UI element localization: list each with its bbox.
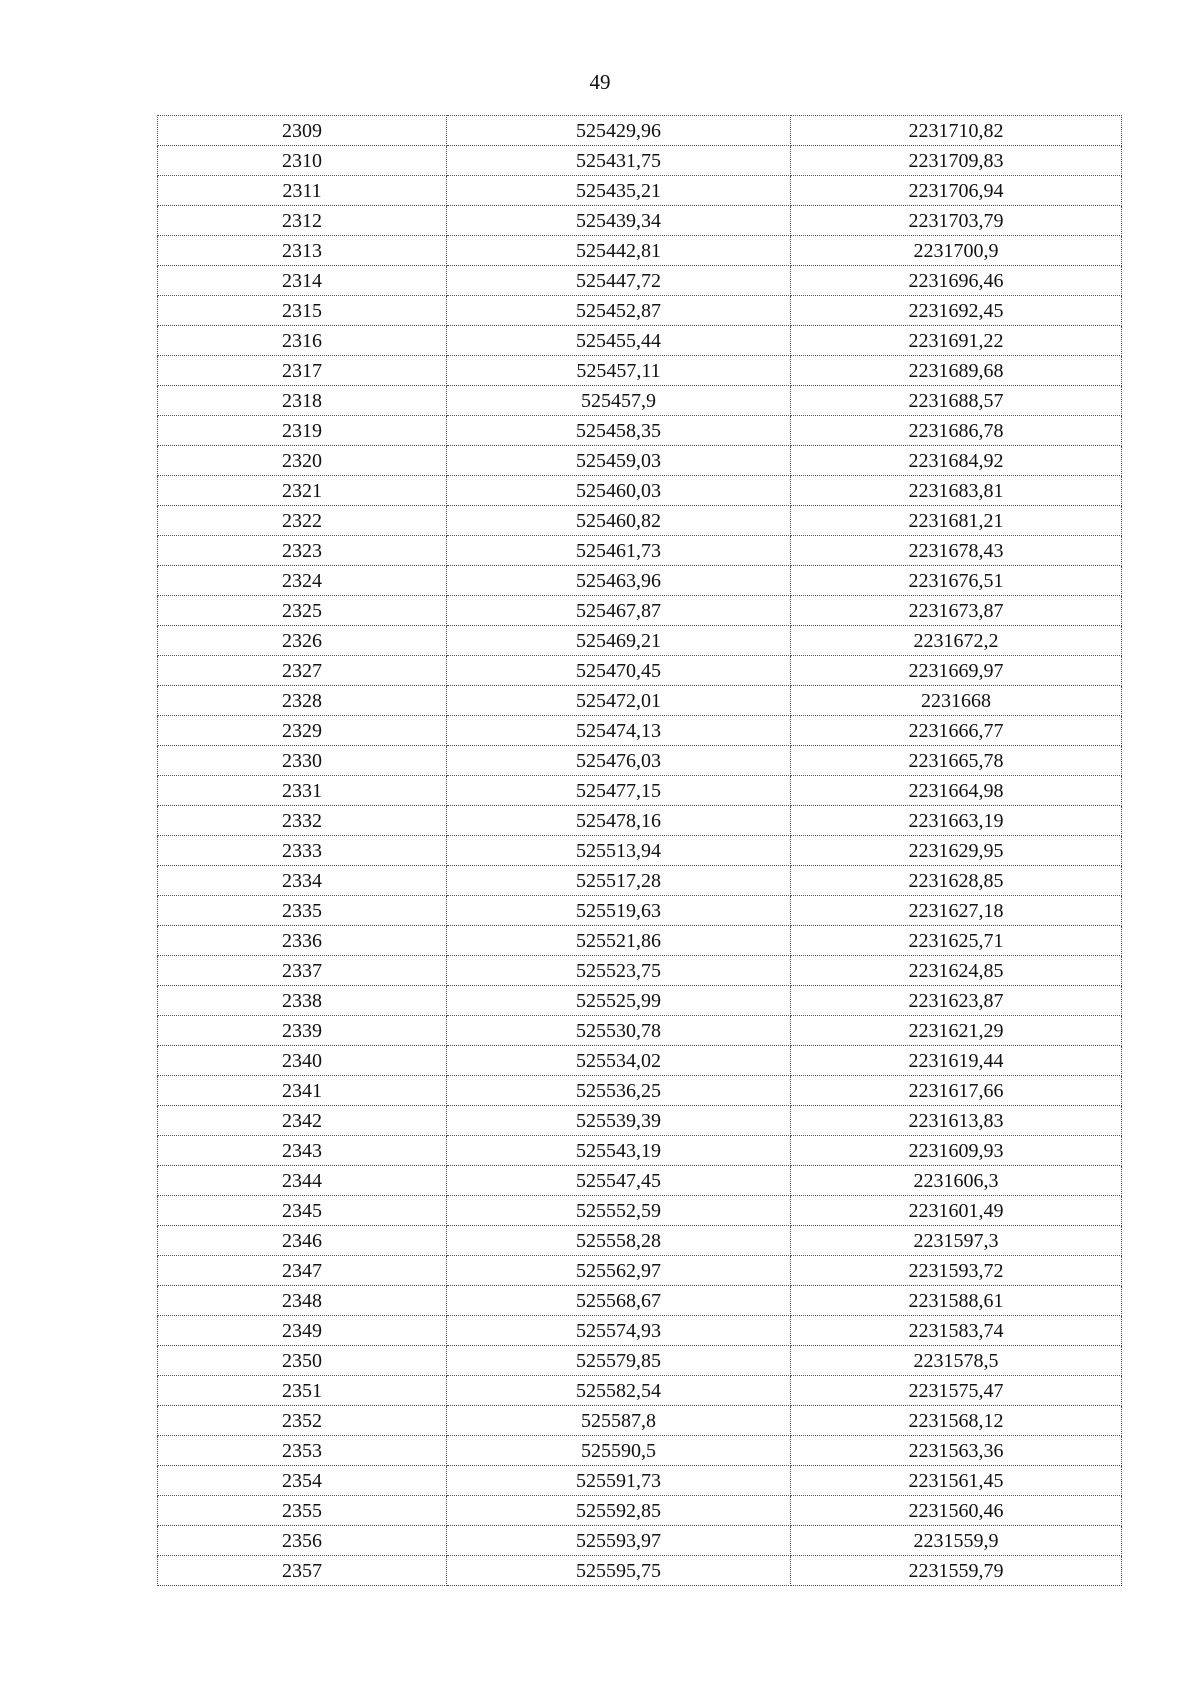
y-coordinate-cell: 2231706,94 xyxy=(791,176,1122,206)
table-row xyxy=(158,1406,1122,1436)
y-coordinate-cell: 2231709,83 xyxy=(791,146,1122,176)
point-number-cell: 2335 xyxy=(158,896,447,926)
point-number-cell: 2334 xyxy=(158,866,447,896)
y-coordinate-cell: 2231700,9 xyxy=(791,236,1122,266)
table-row xyxy=(158,1166,1122,1196)
x-coordinate-cell: 525460,03 xyxy=(447,476,791,506)
y-coordinate-cell: 2231689,68 xyxy=(791,356,1122,386)
table-row xyxy=(158,596,1122,626)
point-number-cell: 2312 xyxy=(158,206,447,236)
table-row xyxy=(158,1106,1122,1136)
point-number-cell: 2340 xyxy=(158,1046,447,1076)
table-row xyxy=(158,1016,1122,1046)
y-coordinate-cell: 2231691,22 xyxy=(791,326,1122,356)
table-row xyxy=(158,1346,1122,1376)
x-coordinate-cell: 525431,75 xyxy=(447,146,791,176)
x-coordinate-cell: 525470,45 xyxy=(447,656,791,686)
y-coordinate-cell: 2231601,49 xyxy=(791,1196,1122,1226)
table-row xyxy=(158,566,1122,596)
x-coordinate-cell: 525536,25 xyxy=(447,1076,791,1106)
table-row xyxy=(158,146,1122,176)
point-number-cell: 2341 xyxy=(158,1076,447,1106)
x-coordinate-cell: 525568,67 xyxy=(447,1286,791,1316)
y-coordinate-cell: 2231619,44 xyxy=(791,1046,1122,1076)
x-coordinate-cell: 525476,03 xyxy=(447,746,791,776)
point-number-cell: 2314 xyxy=(158,266,447,296)
y-coordinate-cell: 2231686,78 xyxy=(791,416,1122,446)
table-row xyxy=(158,446,1122,476)
point-number-cell: 2351 xyxy=(158,1376,447,1406)
table-row xyxy=(158,176,1122,206)
x-coordinate-cell: 525519,63 xyxy=(447,896,791,926)
x-coordinate-cell: 525474,13 xyxy=(447,716,791,746)
y-coordinate-cell: 2231568,12 xyxy=(791,1406,1122,1436)
y-coordinate-cell: 2231676,51 xyxy=(791,566,1122,596)
y-coordinate-cell: 2231593,72 xyxy=(791,1256,1122,1286)
x-coordinate-cell: 525463,96 xyxy=(447,566,791,596)
x-coordinate-cell: 525472,01 xyxy=(447,686,791,716)
point-number-cell: 2357 xyxy=(158,1556,447,1586)
table-row xyxy=(158,956,1122,986)
x-coordinate-cell: 525458,35 xyxy=(447,416,791,446)
x-coordinate-cell: 525429,96 xyxy=(447,116,791,146)
x-coordinate-cell: 525513,94 xyxy=(447,836,791,866)
y-coordinate-cell: 2231563,36 xyxy=(791,1436,1122,1466)
table-row xyxy=(158,116,1122,146)
table-row xyxy=(158,506,1122,536)
coordinates-table-body xyxy=(158,116,1122,1586)
point-number-cell: 2352 xyxy=(158,1406,447,1436)
y-coordinate-cell: 2231688,57 xyxy=(791,386,1122,416)
x-coordinate-cell: 525478,16 xyxy=(447,806,791,836)
table-row xyxy=(158,386,1122,416)
y-coordinate-cell: 2231575,47 xyxy=(791,1376,1122,1406)
x-coordinate-cell: 525579,85 xyxy=(447,1346,791,1376)
x-coordinate-cell: 525547,45 xyxy=(447,1166,791,1196)
coordinates-table xyxy=(157,115,1122,1586)
y-coordinate-cell: 2231683,81 xyxy=(791,476,1122,506)
x-coordinate-cell: 525442,81 xyxy=(447,236,791,266)
table-row xyxy=(158,926,1122,956)
table-row xyxy=(158,1196,1122,1226)
x-coordinate-cell: 525595,75 xyxy=(447,1556,791,1586)
point-number-cell: 2350 xyxy=(158,1346,447,1376)
x-coordinate-cell: 525523,75 xyxy=(447,956,791,986)
page-number: 49 xyxy=(589,70,611,94)
x-coordinate-cell: 525591,73 xyxy=(447,1466,791,1496)
point-number-cell: 2355 xyxy=(158,1496,447,1526)
y-coordinate-cell: 2231710,82 xyxy=(791,116,1122,146)
x-coordinate-cell: 525525,99 xyxy=(447,986,791,1016)
table-row xyxy=(158,416,1122,446)
point-number-cell: 2331 xyxy=(158,776,447,806)
table-row xyxy=(158,626,1122,656)
y-coordinate-cell: 2231629,95 xyxy=(791,836,1122,866)
x-coordinate-cell: 525467,87 xyxy=(447,596,791,626)
x-coordinate-cell: 525587,8 xyxy=(447,1406,791,1436)
table-row xyxy=(158,1526,1122,1556)
y-coordinate-cell: 2231559,9 xyxy=(791,1526,1122,1556)
point-number-cell: 2318 xyxy=(158,386,447,416)
y-coordinate-cell: 2231609,93 xyxy=(791,1136,1122,1166)
y-coordinate-cell: 2231664,98 xyxy=(791,776,1122,806)
table-row xyxy=(158,1496,1122,1526)
y-coordinate-cell: 2231692,45 xyxy=(791,296,1122,326)
point-number-cell: 2316 xyxy=(158,326,447,356)
table-row xyxy=(158,236,1122,266)
point-number-cell: 2309 xyxy=(158,116,447,146)
x-coordinate-cell: 525517,28 xyxy=(447,866,791,896)
point-number-cell: 2311 xyxy=(158,176,447,206)
y-coordinate-cell: 2231672,2 xyxy=(791,626,1122,656)
table-row xyxy=(158,1376,1122,1406)
point-number-cell: 2320 xyxy=(158,446,447,476)
point-number-cell: 2356 xyxy=(158,1526,447,1556)
y-coordinate-cell: 2231623,87 xyxy=(791,986,1122,1016)
point-number-cell: 2339 xyxy=(158,1016,447,1046)
table-row xyxy=(158,536,1122,566)
x-coordinate-cell: 525469,21 xyxy=(447,626,791,656)
y-coordinate-cell: 2231583,74 xyxy=(791,1316,1122,1346)
y-coordinate-cell: 2231613,83 xyxy=(791,1106,1122,1136)
table-row xyxy=(158,206,1122,236)
y-coordinate-cell: 2231588,61 xyxy=(791,1286,1122,1316)
x-coordinate-cell: 525574,93 xyxy=(447,1316,791,1346)
x-coordinate-cell: 525455,44 xyxy=(447,326,791,356)
point-number-cell: 2354 xyxy=(158,1466,447,1496)
point-number-cell: 2323 xyxy=(158,536,447,566)
point-number-cell: 2310 xyxy=(158,146,447,176)
table-row xyxy=(158,1076,1122,1106)
point-number-cell: 2353 xyxy=(158,1436,447,1466)
point-number-cell: 2332 xyxy=(158,806,447,836)
x-coordinate-cell: 525457,9 xyxy=(447,386,791,416)
y-coordinate-cell: 2231668 xyxy=(791,686,1122,716)
x-coordinate-cell: 525582,54 xyxy=(447,1376,791,1406)
y-coordinate-cell: 2231606,3 xyxy=(791,1166,1122,1196)
x-coordinate-cell: 525562,97 xyxy=(447,1256,791,1286)
point-number-cell: 2337 xyxy=(158,956,447,986)
y-coordinate-cell: 2231617,66 xyxy=(791,1076,1122,1106)
y-coordinate-cell: 2231627,18 xyxy=(791,896,1122,926)
x-coordinate-cell: 525439,34 xyxy=(447,206,791,236)
table-row xyxy=(158,686,1122,716)
y-coordinate-cell: 2231559,79 xyxy=(791,1556,1122,1586)
x-coordinate-cell: 525530,78 xyxy=(447,1016,791,1046)
table-row xyxy=(158,986,1122,1016)
point-number-cell: 2322 xyxy=(158,506,447,536)
point-number-cell: 2344 xyxy=(158,1166,447,1196)
y-coordinate-cell: 2231624,85 xyxy=(791,956,1122,986)
y-coordinate-cell: 2231628,85 xyxy=(791,866,1122,896)
y-coordinate-cell: 2231673,87 xyxy=(791,596,1122,626)
x-coordinate-cell: 525457,11 xyxy=(447,356,791,386)
point-number-cell: 2348 xyxy=(158,1286,447,1316)
point-number-cell: 2321 xyxy=(158,476,447,506)
table-row xyxy=(158,1286,1122,1316)
y-coordinate-cell: 2231578,5 xyxy=(791,1346,1122,1376)
y-coordinate-cell: 2231678,43 xyxy=(791,536,1122,566)
table-row xyxy=(158,776,1122,806)
y-coordinate-cell: 2231696,46 xyxy=(791,266,1122,296)
table-row xyxy=(158,266,1122,296)
y-coordinate-cell: 2231666,77 xyxy=(791,716,1122,746)
point-number-cell: 2327 xyxy=(158,656,447,686)
table-row xyxy=(158,866,1122,896)
x-coordinate-cell: 525534,02 xyxy=(447,1046,791,1076)
table-row xyxy=(158,1226,1122,1256)
point-number-cell: 2347 xyxy=(158,1256,447,1286)
point-number-cell: 2345 xyxy=(158,1196,447,1226)
table-row xyxy=(158,356,1122,386)
x-coordinate-cell: 525435,21 xyxy=(447,176,791,206)
table-row xyxy=(158,476,1122,506)
x-coordinate-cell: 525477,15 xyxy=(447,776,791,806)
point-number-cell: 2349 xyxy=(158,1316,447,1346)
y-coordinate-cell: 2231597,3 xyxy=(791,1226,1122,1256)
table-row xyxy=(158,1466,1122,1496)
point-number-cell: 2317 xyxy=(158,356,447,386)
x-coordinate-cell: 525592,85 xyxy=(447,1496,791,1526)
point-number-cell: 2326 xyxy=(158,626,447,656)
x-coordinate-cell: 525543,19 xyxy=(447,1136,791,1166)
table-row xyxy=(158,296,1122,326)
table-row xyxy=(158,326,1122,356)
point-number-cell: 2343 xyxy=(158,1136,447,1166)
table-row xyxy=(158,1316,1122,1346)
table-row xyxy=(158,656,1122,686)
table-row xyxy=(158,806,1122,836)
y-coordinate-cell: 2231684,92 xyxy=(791,446,1122,476)
table-row xyxy=(158,1256,1122,1286)
x-coordinate-cell: 525460,82 xyxy=(447,506,791,536)
table-row xyxy=(158,1136,1122,1166)
y-coordinate-cell: 2231681,21 xyxy=(791,506,1122,536)
point-number-cell: 2346 xyxy=(158,1226,447,1256)
table-row xyxy=(158,1436,1122,1466)
x-coordinate-cell: 525452,87 xyxy=(447,296,791,326)
y-coordinate-cell: 2231561,45 xyxy=(791,1466,1122,1496)
point-number-cell: 2338 xyxy=(158,986,447,1016)
table-row xyxy=(158,1046,1122,1076)
point-number-cell: 2328 xyxy=(158,686,447,716)
point-number-cell: 2325 xyxy=(158,596,447,626)
table-row xyxy=(158,1556,1122,1586)
table-row xyxy=(158,896,1122,926)
y-coordinate-cell: 2231703,79 xyxy=(791,206,1122,236)
point-number-cell: 2336 xyxy=(158,926,447,956)
point-number-cell: 2315 xyxy=(158,296,447,326)
x-coordinate-cell: 525590,5 xyxy=(447,1436,791,1466)
y-coordinate-cell: 2231625,71 xyxy=(791,926,1122,956)
x-coordinate-cell: 525521,86 xyxy=(447,926,791,956)
point-number-cell: 2333 xyxy=(158,836,447,866)
y-coordinate-cell: 2231669,97 xyxy=(791,656,1122,686)
y-coordinate-cell: 2231665,78 xyxy=(791,746,1122,776)
table-row xyxy=(158,836,1122,866)
x-coordinate-cell: 525461,73 xyxy=(447,536,791,566)
x-coordinate-cell: 525539,39 xyxy=(447,1106,791,1136)
point-number-cell: 2319 xyxy=(158,416,447,446)
point-number-cell: 2313 xyxy=(158,236,447,266)
table-row xyxy=(158,716,1122,746)
x-coordinate-cell: 525552,59 xyxy=(447,1196,791,1226)
point-number-cell: 2329 xyxy=(158,716,447,746)
x-coordinate-cell: 525459,03 xyxy=(447,446,791,476)
point-number-cell: 2330 xyxy=(158,746,447,776)
y-coordinate-cell: 2231663,19 xyxy=(791,806,1122,836)
point-number-cell: 2342 xyxy=(158,1106,447,1136)
x-coordinate-cell: 525558,28 xyxy=(447,1226,791,1256)
x-coordinate-cell: 525447,72 xyxy=(447,266,791,296)
table-row xyxy=(158,746,1122,776)
y-coordinate-cell: 2231621,29 xyxy=(791,1016,1122,1046)
point-number-cell: 2324 xyxy=(158,566,447,596)
x-coordinate-cell: 525593,97 xyxy=(447,1526,791,1556)
y-coordinate-cell: 2231560,46 xyxy=(791,1496,1122,1526)
